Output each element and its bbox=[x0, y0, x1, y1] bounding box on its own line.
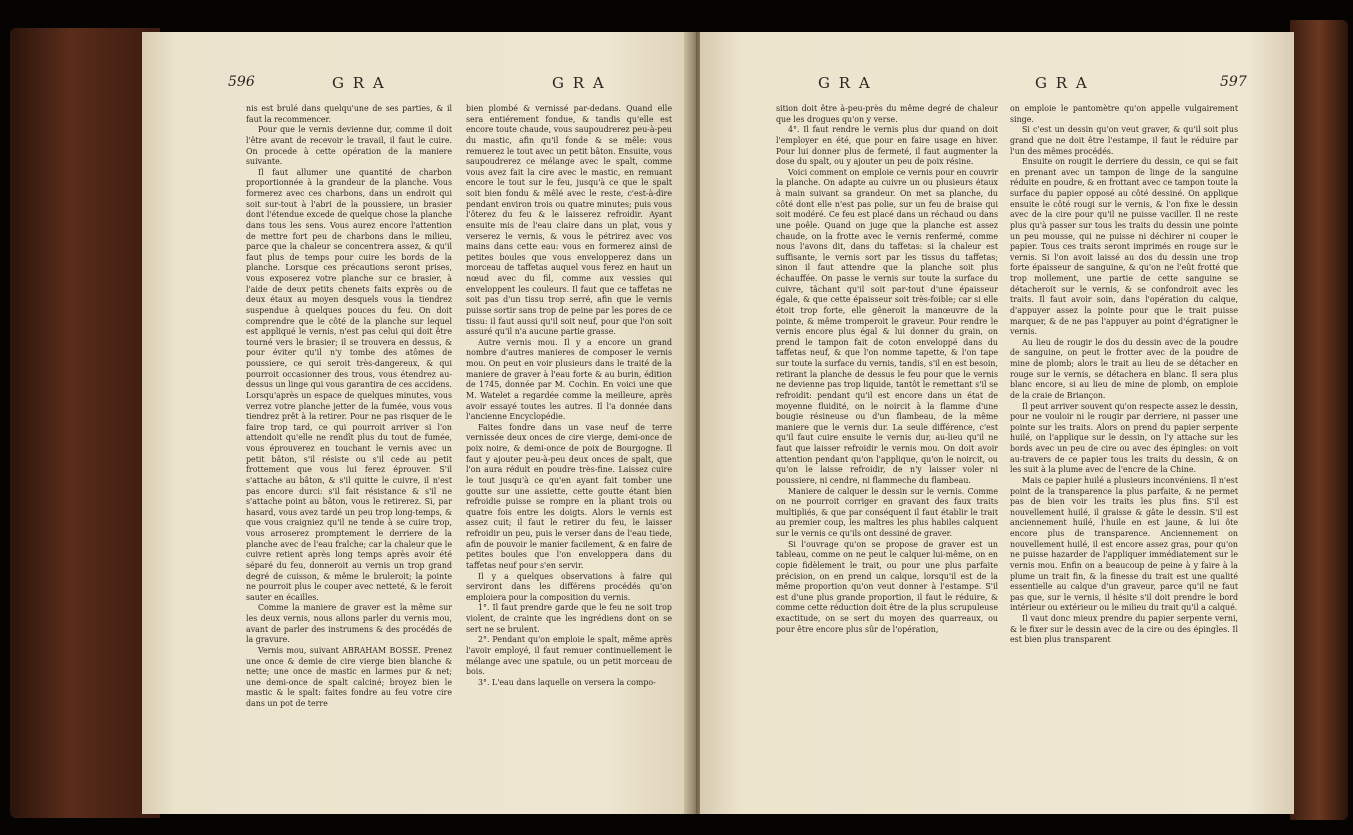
left-page-column-1 bbox=[246, 104, 452, 710]
paragraph: Maniere de calquer le dessin sur le vernis. Comme on ne pourroit corriger en gravant des faux traits multipliés, & que par conséquent il faut établir le trait au premier coup, les maîtres les plus habiles calquent sur le vernis ce qu'ils ont dessiné de graver. bbox=[776, 486, 998, 538]
running-head-right-2: G R A bbox=[1035, 74, 1089, 92]
paragraph: Si l'ouvrage qu'on se propose de graver est un tableau, comme on ne peut le calquer lui-même, on en copie fidèlement le trait, ou pour une plus parfaite précision, on en prend un calque, lorsqu'il est de la même proportion qu'on veut donner à l'estampe. S'il est d'une plus grande proportion, il faut le réduire, & comme cette réduction doit être de la plus scrupuleuse exactitude, on se sert du moyen des quarreaux, ou pour être encore plus sûr de l'opération, bbox=[776, 539, 998, 634]
running-head-right-1: G R A bbox=[818, 74, 872, 92]
page-number-left: 596 bbox=[228, 74, 255, 90]
paragraph: Vernis mou, suivant ABRAHAM BOSSE. Prenez une once & demie de cire vierge bien blanche & nette; une once de mastic en larmes pur & net; une demi-once de spalt calciné; broyez bien le mastic & le spalt: faites fondre au feu votre cire dans un pot de terre bbox=[246, 645, 452, 708]
right-cover-edge bbox=[1290, 20, 1348, 820]
paragraph: nis est brulé dans quelqu'une de ses parties, & il faut la recommencer. bbox=[246, 104, 452, 124]
running-head-left-2: G R A bbox=[552, 74, 606, 92]
paragraph: bien plombé & vernissé par-dedans. Quand elle sera entiérement fondue, & tandis qu'elle est encore toute chaude, vous saupoudrerez peu-à-peu du mastic, afin qu'il fonde & se mêle: vous remuerez le tout avec un petit bâton. Ensuite, vous saupoudrerez ce mélange avec le spalt, comme vous avez fait la cire avec le mastic, en remuant encore le tout sur le feu, jusqu'à ce que le spalt soit bien fondu & mêlé avec le reste, c'est-à-dire pendant environ trois ou quatre minutes; puis vous l'ôterez du feu & le laisserez refroidir. Ayant ensuite mis de l'eau claire dans un plat, vous y verserez le vernis, & vous le pétrirez avec vos mains dans cette eau: vous en formerez ainsi de petites boules que vous envelopperez dans un morceau de taffetas auquel vous ferez en haut un nœud avec du fil, comme aux vessies qui enveloppent les couleurs. Il faut que ce taffetas ne soit pas d'un tissu trop serré, afin que le vernis puisse sortir sans trop de peine par les pores de ce tissu: il faut aussi qu'il soit neuf, pour que l'on soit assuré qu'il n'a aucune partie grasse. bbox=[466, 104, 672, 337]
running-head-left-1: G R A bbox=[332, 74, 386, 92]
right-page-column-2 bbox=[1010, 104, 1238, 646]
paragraph: Voici comment on emploie ce vernis pour en couvrir la planche. On adapte au cuivre un ou plusieurs étaux à main suivant sa grandeur. On met sa planche, du côté dont elle n'est pas polie, sur un feu de braise qui soit modéré. Ce feu est placé dans un réchaud ou dans une poêle. Quand on juge que la planche est assez chaude, on la frotte avec le vernis renfermé, comme nous l'avons dit, dans du taffetas: si la chaleur est suffisante, le vernis sort par les tissus du taffetas; sinon il faut attendre que la planche soit plus échauffée. On passe le vernis sur toute la surface du cuivre, tâchant qu'il soit par-tout d'une épaisseur égale, & que cette épaisseur soit très-foible; car si elle étoit trop forte, elle gêneroit la manœuvre de la pointe, & même tromperoit le graveur. Pour rendre le vernis encore plus égal & lui donner du grain, on prend le tampon fait de coton enveloppé dans du taffetas neuf, & que l'on nomme tapette, & l'on tape sur toute la surface du vernis, tandis, s'il en est besoin, retirant la planche de dessus le feu pour que le vernis ne devienne pas trop liquide, tantôt le remettant s'il se refroidit: pendant qu'il est encore dans un état de moyenne fluidité, on le noircit à la flamme d'une bougie résineuse ou d'un flambeau, de la même maniere que le vernis dur. La seule différence, c'est qu'il faut cuire ensuite le vernis dur, au-lieu qu'il ne faut que laisser refroidir le vernis mou. On doit avoir attention pendant qu'on l'applique, qu'on le noircit, ou qu'on le laisse refroidir, de n'y laisser voler ni poussiere, ni cendre, ni flammeche du flambeau. bbox=[776, 167, 998, 485]
paragraph: Faites fondre dans un vase neuf de terre vernissée deux onces de cire vierge, demi-once de poix noire, & demi-once de poix de Bourgogne. Il faut y ajouter peu-à-peu deux onces de spalt, que l'on aura réduit en poudre très-fine. Laissez cuire le tout jusqu'à ce qu'en ayant fait tomber une goutte sur une assiette, cette goutte étant bien refroidie puisse se rompre en la pliant trois ou quatre fois entre les doigts. Alors le vernis est assez cuit; il faut le retirer du feu, le laisser refroidir un peu, puis le verser dans de l'eau tiede, afin de pouvoir le manier facilement, & en faire de petites boules que l'on enveloppera dans du taffetas neuf pour s'en servir. bbox=[466, 422, 672, 570]
left-cover-edge bbox=[10, 28, 160, 818]
paragraph: Mais ce papier huilé a plusieurs inconvéniens. Il n'est point de la transparence la plus parfaite, & ne permet pas de bien voir les traits les plus fins. S'il est nouvellement huilé, il graisse & gâte le dessin. S'il est anciennement huilé, l'huile en est jaune, & lui ôte encore plus de transparence. Anciennement on nouvellement huilé, il est encore assez gras, pour qu'on ne puisse hazarder de l'appliquer immédiatement sur le vernis mou. Enfin on a beaucoup de peine à y faire à la plume un trait fin, & la finesse du trait est une qualité essentielle au calque d'un graveur, parce qu'il ne faut pas que, sur le vernis, il hésite s'il doit prendre le bord intérieur ou extérieur ou le milieu du trait qu'il a calqué. bbox=[1010, 475, 1238, 613]
paragraph: sition doit être à-peu-près du même degré de chaleur que les drogues qu'on y verse. bbox=[776, 104, 998, 124]
paragraph: Au lieu de rougir le dos du dessin avec de la poudre de sanguine, on peut le frotter avec de la poudre de mine de plomb; alors le trait au lieu de se détacher en rouge sur le vernis, se détachera en blanc. Il sera plus blanc encore, si au lieu de mine de plomb, on emploie de la craie de Briançon. bbox=[1010, 337, 1238, 400]
left-page-column-2 bbox=[466, 104, 672, 688]
paragraph: Il y a quelques observations à faire qui serviront dans les différens procédés qu'on emploiera pour la composition du vernis. bbox=[466, 571, 672, 602]
page-number-right: 597 bbox=[1220, 74, 1247, 90]
paragraph: 2°. Pendant qu'on emploie le spalt, même après l'avoir employé, il faut remuer continuellement le mélange avec une spatule, ou un petit morceau de bois. bbox=[466, 635, 672, 677]
left-page bbox=[142, 32, 690, 814]
paragraph: Si c'est un dessin qu'on veut graver, & qu'il soit plus grand que ne doit être l'estampe, il faut le réduire par l'un des mêmes procédés. bbox=[1010, 125, 1238, 156]
paragraph: Il vaut donc mieux prendre du papier serpente verni, & le fixer sur le dessin avec de la cire ou des épingles. Il est bien plus transparent bbox=[1010, 614, 1238, 645]
paragraph: Il peut arriver souvent qu'on respecte assez le dessin, pour ne vouloir ni le rougir par derriere, ni passer une pointe sur les traits. Alors on prend du papier serpente huilé, on l'applique sur le dessin, on l'y attache sur les bords avec un peu de cire ou avec des épingles: on voit au-travers de ce papier tous les traits du dessin, & on les suit à la plume avec de l'encre de la Chine. bbox=[1010, 401, 1238, 475]
paragraph: Il faut allumer une quantité de charbon proportionnée à la grandeur de la planche. Vous formerez avec ces charbons, dans un endroit qui soit sur-tout à l'abri de la poussiere, un brasier dont l'étendue excede de quelque chose la planche dans tous les sens. Vous aurez encore l'attention de mettre fort peu de charbons dans le milieu, parce que la chaleur se concentrera assez, & qu'il faut plus de temps pour cuire les bords de la planche. Lorsque ces précautions seront prises, vous exposerez votre planche sur ce brasier, à l'aide de deux petits chenets faits exprès ou de deux étaux au moyen desquels vous la tiendrez suspendue à quelques pouces du feu. On doit comprendre que le côté de la planche sur lequel est appliqué le vernis, n'est pas celui qui doit être tourné vers le brasier; il se trouvera en dessus, & pour éviter qu'il n'y tombe des atômes de poussiere, ce qui seroit très-dangereux, & qui pourroit occasionner des trous, vous étendrez au-dessus un linge qui vous garantira de ces accidens. Lorsqu'après un espace de quelques minutes, vous verrez votre planche jetter de la fumée, vous vous tiendrez prêt à la retirer. Pour ne pas risquer de le faire trop tard, ce qui pourroit arriver si l'on attendoit qu'elle ne rendît plus du tout de fumée, vous éprouverez en touchant le vernis avec un petit bâton, s'il résiste ou s'il cede au petit frottement que vous lui ferez éprouver. S'il s'attache au bâton, & s'il quitte le cuivre, il n'est pas encore durci: s'il fait résistance & s'il ne s'attache point au bâton, vous le retirerez. Si, par hasard, vous avez tardé un peu trop long-temps, & que vous craigniez qu'il ne tende à se cuire trop, vous arroserez promptement le derriere de la planche avec de l'eau fraîche; car la chaleur que le cuivre retient après long temps après avoir été séparé du feu, donneroit au vernis un trop grand degré de cuisson, & même le bruleroit; la pointe ne pourroit plus le couper avec netteté, & le feroit sauter en écailles. bbox=[246, 167, 452, 602]
paragraph: 1°. Il faut prendre garde que le feu ne soit trop violent, de crainte que les ingrédiens dont on se sert ne se brulent. bbox=[466, 603, 672, 634]
paragraph: Comme la maniere de graver est la même sur les deux vernis, nous allons parler du vernis mou, avant de parler des instrumens & des procédés de la gravure. bbox=[246, 603, 452, 645]
paragraph: Autre vernis mou. Il y a encore un grand nombre d'autres manieres de composer le vernis mou. On peut en voir plusieurs dans le traité de la maniere de graver à l'eau forte & au burin, édition de 1745, donnée par M. Cochin. En voici une que M. Watelet a regardée comme la meilleure, après avoir essayé toutes les autres. Il l'a donnée dans l'ancienne Encyclopédie. bbox=[466, 337, 672, 422]
paragraph: 3°. L'eau dans laquelle on versera la compo- bbox=[478, 677, 656, 687]
paragraph: Pour que le vernis devienne dur, comme il doit l'être avant de recevoir le travail, il faut le cuire. On procede à cette opération de la maniere suivante. bbox=[246, 125, 452, 167]
paragraph: Ensuite on rougit le derriere du dessin, ce qui se fait en prenant avec un tampon de linge de la sanguine réduite en poudre, & en frottant avec ce tampon toute la surface du papier opposé au côté dessiné. On applique ensuite le côté rougi sur le vernis, & l'on fixe le dessin avec de la cire pour qu'il ne puisse vaciller. Il ne reste plus qu'à passer sur tous les traits du dessin une pointe un peu mousse, qui ne puisse ni déchirer ni couper le papier. Tous ces traits seront imprimés en rouge sur le vernis. Si l'on avoit laissé au dos du dessin une trop forte épaisseur de sanguine, & qu'on ne l'eût frotté que trop mollement, une partie de cette sanguine se détacheroit sur le vernis, & se confondroit avec les traits. Il faut avoir soin, dans l'opération du calque, d'appuyer assez la pointe pour que le trait puisse marquer, & de ne pas l'appuyer au point d'égratigner le vernis. bbox=[1010, 157, 1238, 337]
right-page-column-1 bbox=[776, 104, 998, 635]
paragraph: 4°. Il faut rendre le vernis plus dur quand on doit l'employer en été, que pour en faire usage en hiver. Pour lui donner plus de fermeté, il faut augmenter la dose du spalt, ou y ajouter un peu de poix résine. bbox=[776, 125, 998, 167]
paragraph: on emploie le pantomètre qu'on appelle vulgairement singe. bbox=[1010, 104, 1238, 124]
right-page bbox=[700, 32, 1294, 814]
